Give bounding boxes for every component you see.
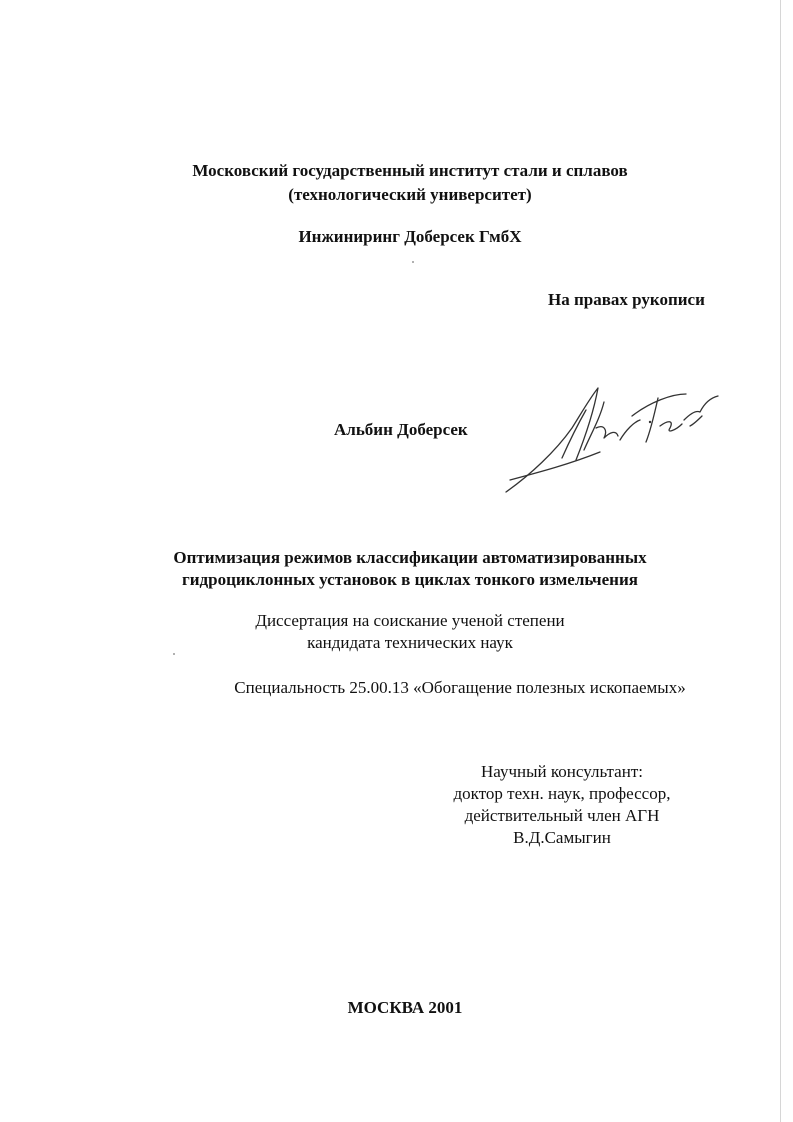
manuscript-note: На правах рукописи: [548, 290, 705, 309]
company-name: Инжиниринг Доберсек ГмбХ: [298, 227, 522, 246]
author-name: Альбин Доберсек: [334, 420, 468, 439]
dissertation-title-line1: Оптимизация режимов классификации автоматизированных: [173, 548, 647, 567]
advisor-name: В.Д.Самыгин: [513, 828, 611, 847]
scan-speck: [173, 653, 175, 655]
city-year: МОСКВА 2001: [347, 998, 463, 1017]
specialty: Специальность 25.00.13 «Обогащение полезных ископаемых»: [234, 678, 686, 697]
advisor-degree: доктор техн. наук, профессор,: [453, 784, 671, 803]
advisor-label: Научный консультант:: [481, 762, 643, 781]
scan-speck: [412, 261, 414, 263]
institute-name-line1: Московский государственный институт стали и сплавов: [192, 161, 628, 180]
degree-line2: кандидата технических наук: [307, 633, 513, 652]
advisor-membership: действительный член АГН: [464, 806, 660, 825]
page-edge-shadow: [780, 0, 781, 1122]
institute-name-line2: (технологический университет): [288, 185, 532, 204]
dissertation-title-line2: гидроциклонных установок в циклах тонкого измельчения: [182, 570, 638, 589]
degree-line1: Диссертация на соискание ученой степени: [255, 611, 565, 630]
author-signature: [500, 380, 730, 500]
